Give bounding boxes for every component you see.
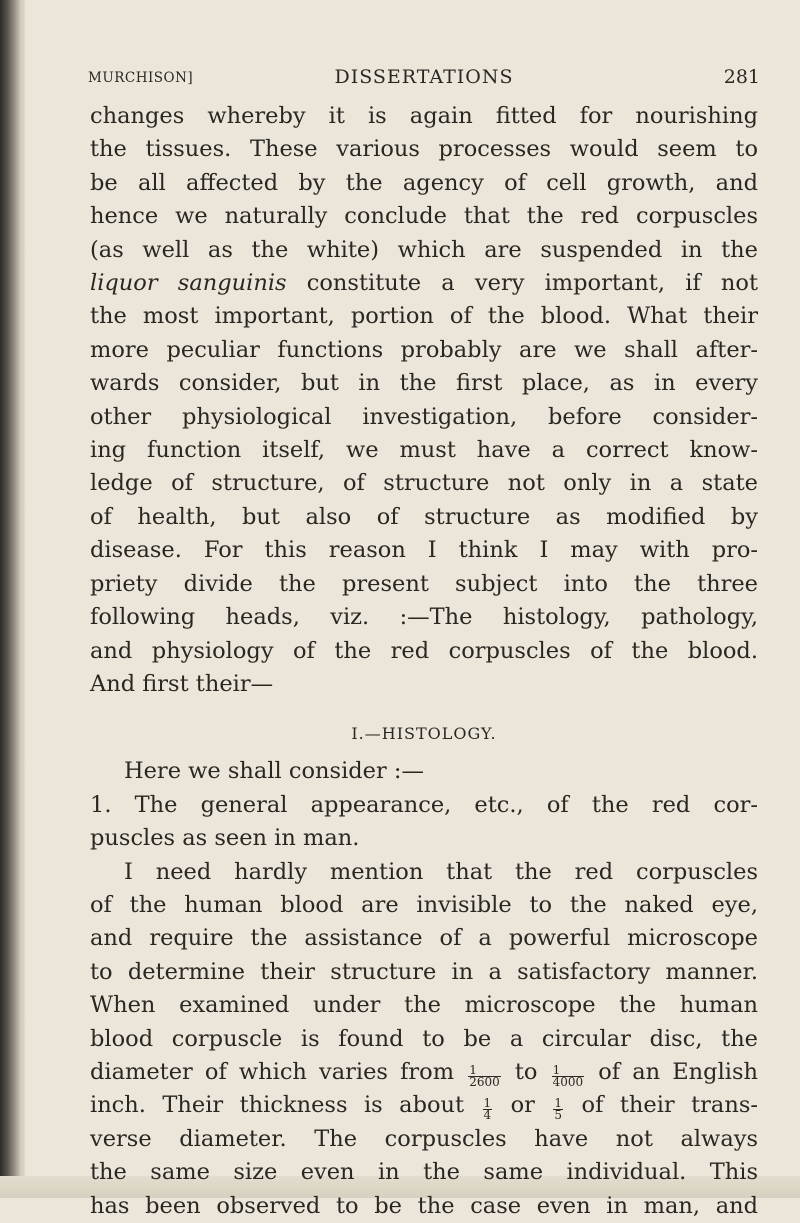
- header-title: DISSERTATIONS: [334, 66, 514, 88]
- text-line: following heads, viz. :—The histology, pathology,: [90, 604, 758, 631]
- text-line: and require the assistance of a powerful microscope: [90, 925, 758, 952]
- text-line: more peculiar functions probably are we shall after-: [90, 336, 758, 363]
- text-line: be all affected by the agency of cell growth, and: [90, 169, 758, 196]
- text-fragment: constitute a very important, if not: [286, 270, 758, 297]
- text-line: [90, 1056, 758, 1089]
- text-line: Here we shall consider :—: [124, 758, 424, 785]
- text-line: [90, 1089, 758, 1122]
- text-line: other physiological investigation, before consider-: [90, 403, 758, 430]
- text-line: 1. The general appearance, etc., of the red cor-: [90, 791, 758, 818]
- section-heading: I.—HISTOLOGY.: [351, 724, 497, 744]
- text-line: the tissues. These various processes would seem to: [90, 136, 758, 163]
- text-line: has been observed to be the case even in man, and: [90, 1192, 758, 1219]
- fraction: [483, 1098, 493, 1121]
- paragraph-3: [90, 789, 758, 856]
- text-fragment: to: [514, 1058, 538, 1085]
- text-line: of health, but also of structure as modified by: [90, 503, 758, 530]
- fraction-numerator: 1: [483, 1096, 492, 1111]
- fraction-numerator: 1: [554, 1096, 563, 1111]
- fraction-numerator: 1: [552, 1065, 585, 1077]
- text-line: of the human blood are invisible to the naked eye,: [90, 891, 758, 918]
- text-fragment: diameter of which varies from: [90, 1058, 455, 1085]
- text-fragment: of their trans-: [581, 1092, 758, 1119]
- paragraph-4: [90, 856, 758, 1223]
- fraction: [553, 1098, 563, 1121]
- text-line: And first their—: [90, 670, 274, 697]
- fraction-denominator: 2600: [469, 1074, 500, 1089]
- fraction-numerator: 1: [468, 1065, 501, 1077]
- text-line: the most important, portion of the blood. What their: [90, 303, 758, 330]
- text-line: ledge of structure, of structure not only in a state: [90, 470, 758, 497]
- text-line: When examined under the microscope the human: [90, 992, 758, 1019]
- text-line: wards consider, but in the first place, as in every: [90, 370, 758, 397]
- running-header: [90, 66, 758, 96]
- text-line: priety divide the present subject into the three: [90, 570, 758, 597]
- text-fragment: inch. Their thickness is about: [90, 1092, 465, 1119]
- text-line: hence we naturally conclude that the red corpuscles: [90, 203, 758, 230]
- text-line: ing function itself, we must have a correct know-: [90, 437, 758, 464]
- text-fragment: of an English: [598, 1058, 759, 1085]
- fraction-denominator: 4: [483, 1108, 492, 1123]
- fraction: [468, 1062, 501, 1089]
- body-text: [90, 100, 758, 1223]
- text-line: (as well as the white) which are suspended in the: [90, 236, 758, 263]
- text-line: and physiology of the red corpuscles of the blood.: [90, 637, 758, 664]
- header-author: MURCHISON]: [88, 70, 194, 86]
- text-line: verse diameter. The corpuscles have not always: [90, 1125, 758, 1152]
- text-fragment: or: [510, 1092, 535, 1119]
- book-page: [90, 66, 758, 1223]
- text-line: puscles as seen in man.: [90, 825, 360, 852]
- page-gutter: [22, 0, 26, 1198]
- fraction-denominator: 5: [554, 1108, 563, 1123]
- text-line: blood corpuscle is found to be a circular disc, the: [90, 1025, 758, 1052]
- text-line: disease. For this reason I think I may with pro-: [90, 537, 758, 564]
- fraction-denominator: 4000: [552, 1074, 584, 1089]
- latin-term: liquor sanguinis: [90, 270, 287, 297]
- fraction: [552, 1062, 585, 1089]
- text-line: [90, 267, 758, 300]
- text-line: to determine their structure in a satisfactory manner.: [90, 958, 758, 985]
- paragraph-1: [90, 100, 758, 701]
- text-line: changes whereby it is again fitted for nourishing: [90, 103, 758, 129]
- text-line: the same size even in the same individual. This: [90, 1159, 758, 1186]
- text-line: I need hardly mention that the red corpuscles: [124, 858, 758, 885]
- page-number: 281: [723, 66, 760, 88]
- paragraph-2: [90, 755, 758, 788]
- book-spine-shadow: [0, 0, 22, 1198]
